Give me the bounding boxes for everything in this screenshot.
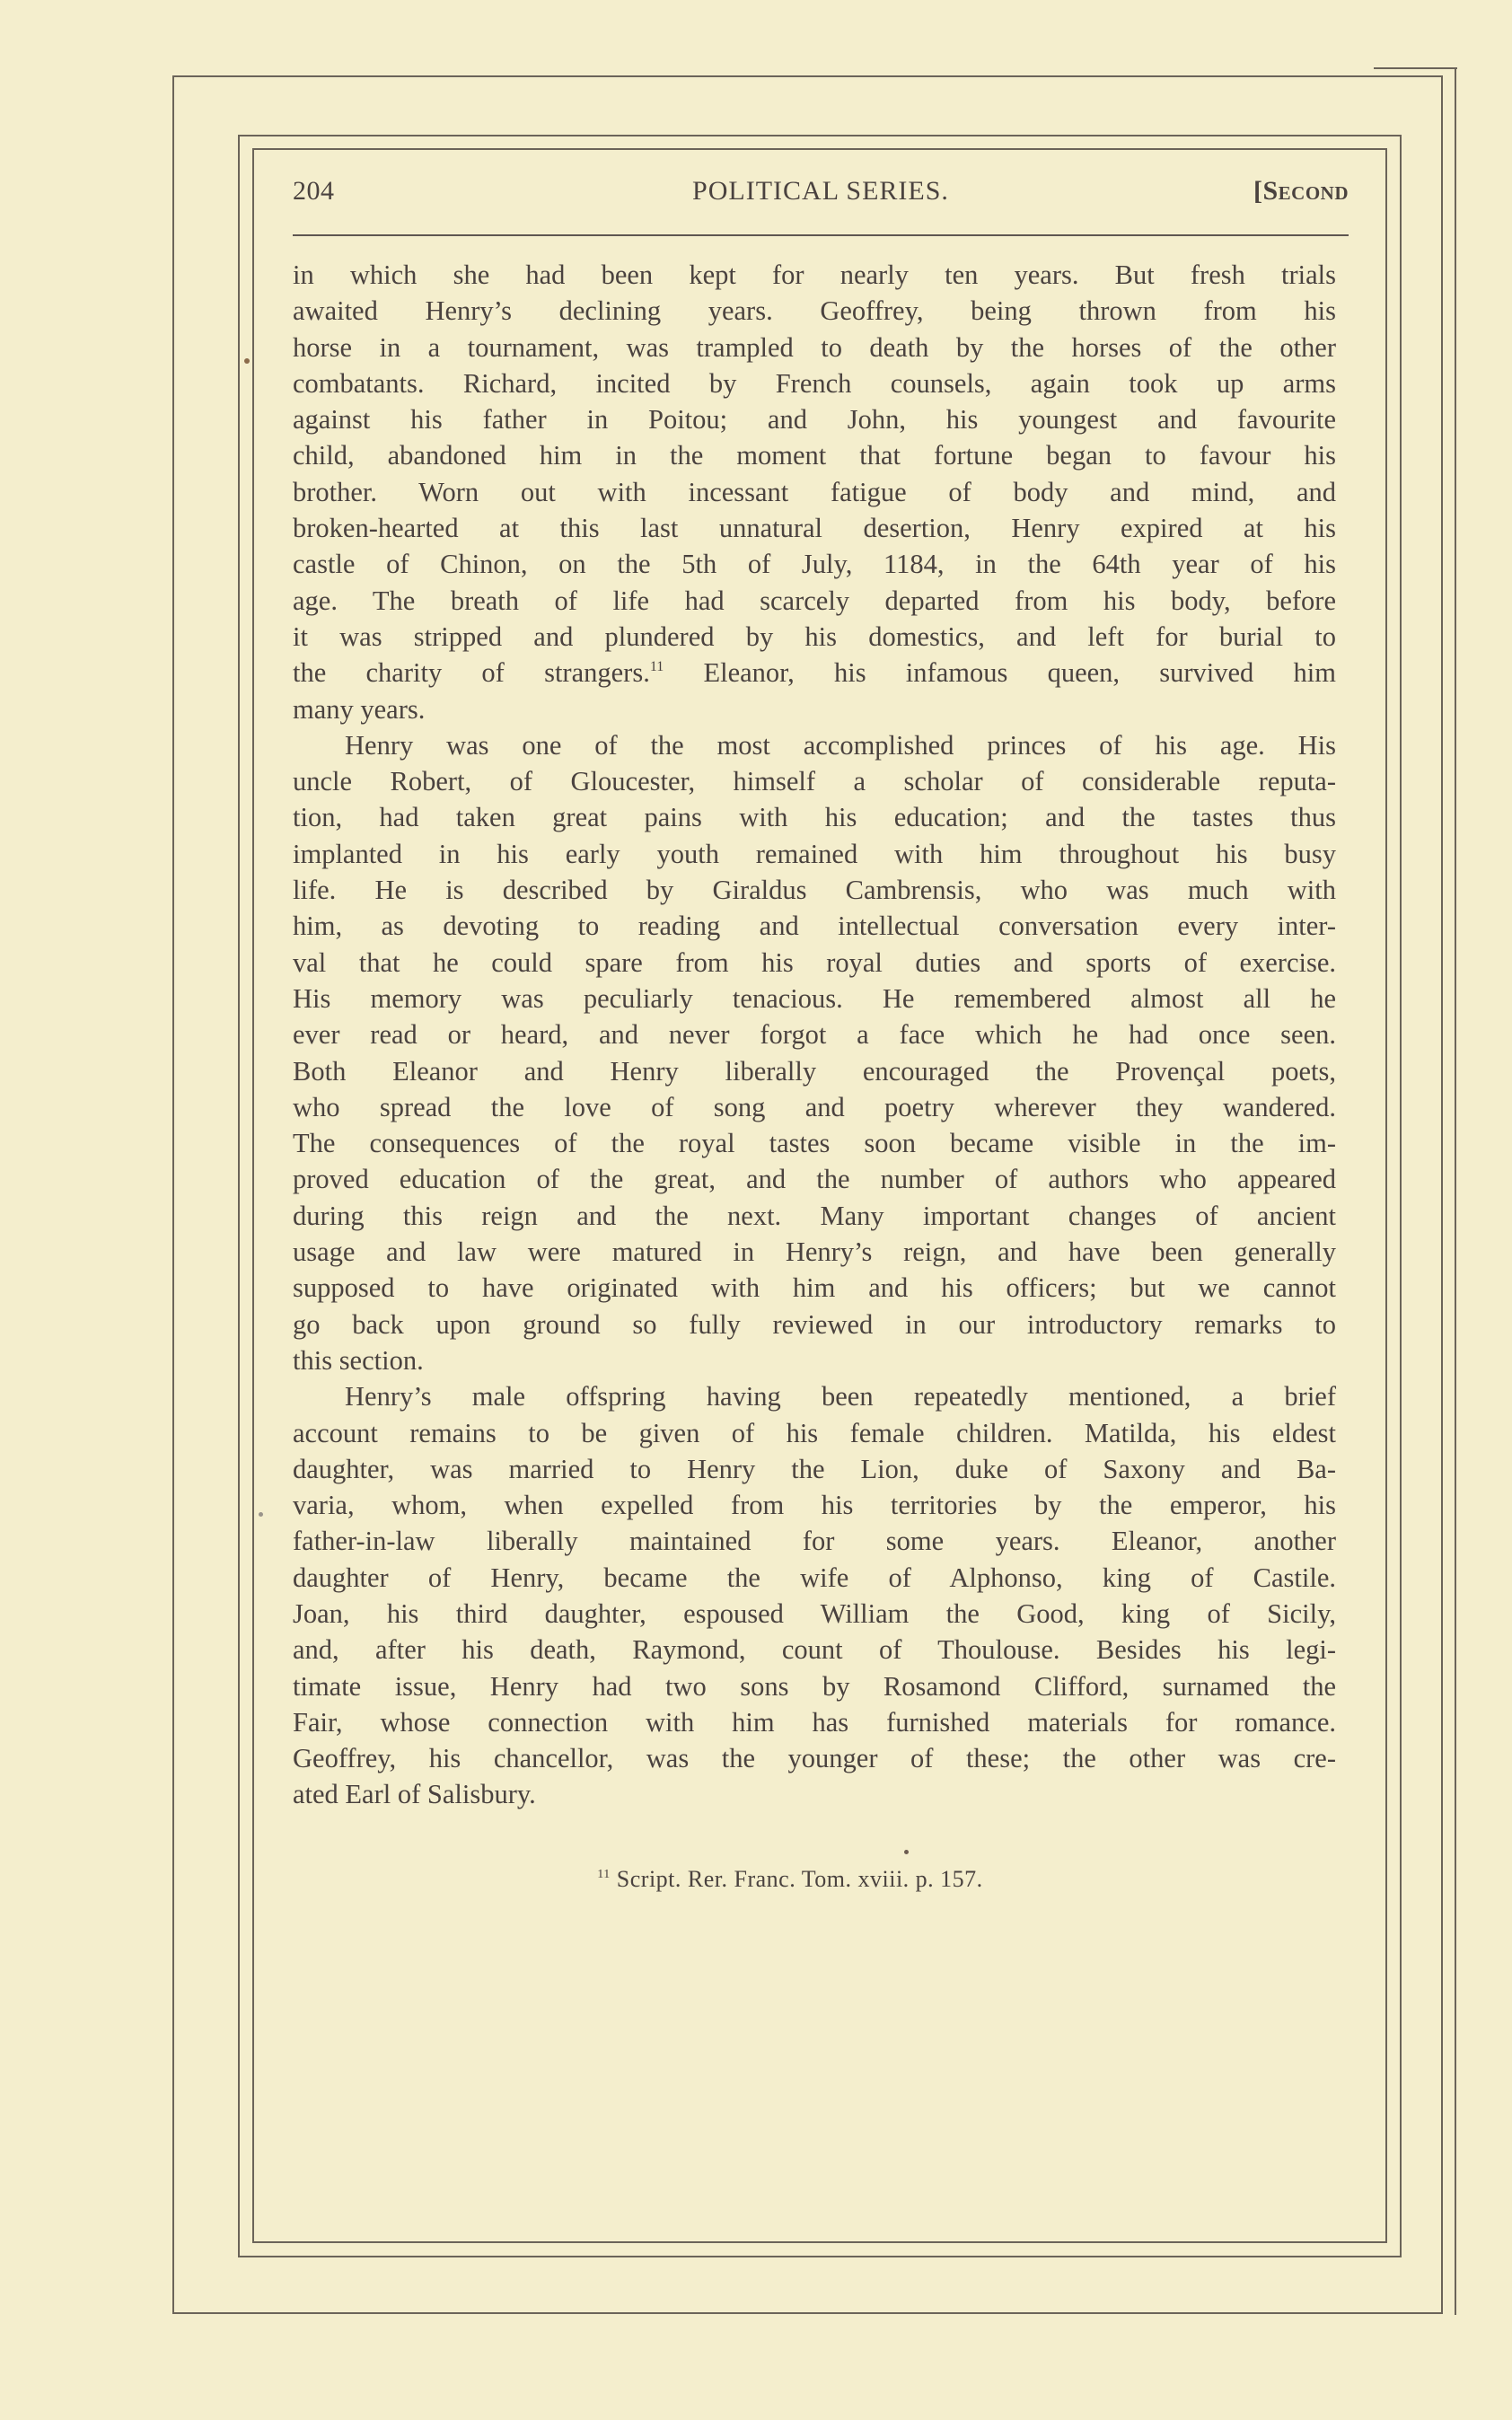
text-line: life. He is described by Giraldus Cambrensis, who was much with [293, 875, 1336, 906]
footnote-text: Script. Rer. Franc. Tom. xviii. p. 157. [610, 1866, 983, 1892]
text-line: awaited Henry’s declining years. Geoffrey, being thrown from his [293, 295, 1336, 327]
text-line: combatants. Richard, incited by French counsels, again took up arms [293, 367, 1336, 399]
text-line: father-in-law liberally maintained for some years. Eleanor, another [293, 1526, 1336, 1557]
header-rule [293, 234, 1349, 236]
text-line: brother. Worn out with incessant fatigue of body and mind, and [293, 476, 1336, 507]
footnote-marker: 11 [597, 1868, 611, 1881]
text-line: go back upon ground so fully reviewed in our introductory remarks to [293, 1308, 1336, 1340]
paragraph-start-line: Henry was one of the most accomplished princes of his age. His [345, 729, 1336, 761]
text-line: daughter of Henry, became the wife of Alphonso, king of Castile. [293, 1562, 1336, 1593]
text-line: and, after his death, Raymond, count of Thoulouse. Besides his legi- [293, 1634, 1336, 1666]
text-line: account remains to be given of his female children. Matilda, his eldest [293, 1417, 1336, 1448]
text-line: during this reign and the next. Many important changes of ancient [293, 1200, 1336, 1231]
running-title: POLITICAL SERIES. [692, 176, 949, 206]
text-line: who spread the love of song and poetry wherever they wandered. [293, 1091, 1336, 1122]
text-line: uncle Robert, of Gloucester, himself a scholar of considerable reputa- [293, 766, 1336, 797]
text-line: Fair, whose connection with him has furnished materials for romance. [293, 1706, 1336, 1738]
text-line: Both Eleanor and Henry liberally encouraged the Provençal poets, [293, 1055, 1336, 1087]
text-line: timate issue, Henry had two sons by Rosamond Clifford, surnamed the [293, 1670, 1336, 1702]
page-number: 204 [293, 176, 335, 206]
text-line: horse in a tournament, was trampled to death by the horses of the other [293, 331, 1336, 363]
running-header [293, 176, 1349, 216]
section-label: [Second [1253, 176, 1349, 206]
text-line-with-footnote-ref [293, 655, 1336, 691]
paragraph-start-line: Henry’s male offspring having been repeatedly mentioned, a brief [345, 1381, 1336, 1412]
outer-frame-offset-right-line [1455, 67, 1456, 2315]
text-line: Joan, his third daughter, espoused William the Good, king of Sicily, [293, 1597, 1336, 1629]
text-line: His memory was peculiarly tenacious. He remembered almost all he [293, 982, 1336, 1014]
text-line: ever read or heard, and never forgot a face which he had once seen. [293, 1019, 1336, 1051]
text-line: against his father in Poitou; and John, his youngest and favourite [293, 404, 1336, 436]
text-line: Geoffrey, his chancellor, was the younger of these; the other was cre- [293, 1743, 1336, 1774]
footnote [503, 1866, 1077, 1893]
text-line: many years. [293, 693, 426, 725]
text-line: in which she had been kept for nearly ten years. But fresh trials [293, 260, 1336, 290]
text-line: varia, whom, when expelled from his territories by the emperor, his [293, 1490, 1336, 1521]
text-line: broken-hearted at this last unnatural desertion, Henry expired at his [293, 513, 1336, 544]
text-line: age. The breath of life had scarcely departed from his body, before [293, 585, 1336, 616]
text-line: val that he could spare from his royal duties and sports of exercise. [293, 946, 1336, 978]
text-line: child, abandoned him in the moment that fortune began to favour his [293, 440, 1336, 471]
text-line: it was stripped and plundered by his domestics, and left for burial to [293, 620, 1336, 652]
text-line: proved education of the great, and the number of authors who appeared [293, 1164, 1336, 1195]
text-line: daughter, was married to Henry the Lion, duke of Saxony and Ba- [293, 1453, 1336, 1484]
text-line: him, as devoting to reading and intellectual conversation every inter- [293, 911, 1336, 942]
text-line: supposed to have originated with him and his officers; but we cannot [293, 1272, 1336, 1304]
text-line: implanted in his early youth remained with him throughout his busy [293, 838, 1336, 869]
text-line: tion, had taken great pains with his education; and the tastes thus [293, 802, 1336, 833]
outer-frame-offset-top-line [1374, 67, 1457, 69]
body-text [293, 257, 1336, 1813]
footnote-reference[interactable]: 11 [649, 659, 664, 675]
text-line: usage and law were matured in Henry’s reign, and have been generally [293, 1236, 1336, 1268]
paper-speck [259, 1512, 263, 1517]
paper-speck [904, 1850, 909, 1854]
paper-speck [244, 358, 250, 364]
text-segment: the charity of strangers. [293, 657, 650, 689]
text-line: ated Earl of Salisbury. [293, 1779, 536, 1810]
text-line: this section. [293, 1344, 424, 1376]
text-line: castle of Chinon, on the 5th of July, 1184, in the 64th year of his [293, 549, 1336, 580]
text-segment: Eleanor, his infamous queen, survived him [664, 657, 1337, 689]
text-line: The consequences of the royal tastes soon became visible in the im- [293, 1128, 1336, 1159]
